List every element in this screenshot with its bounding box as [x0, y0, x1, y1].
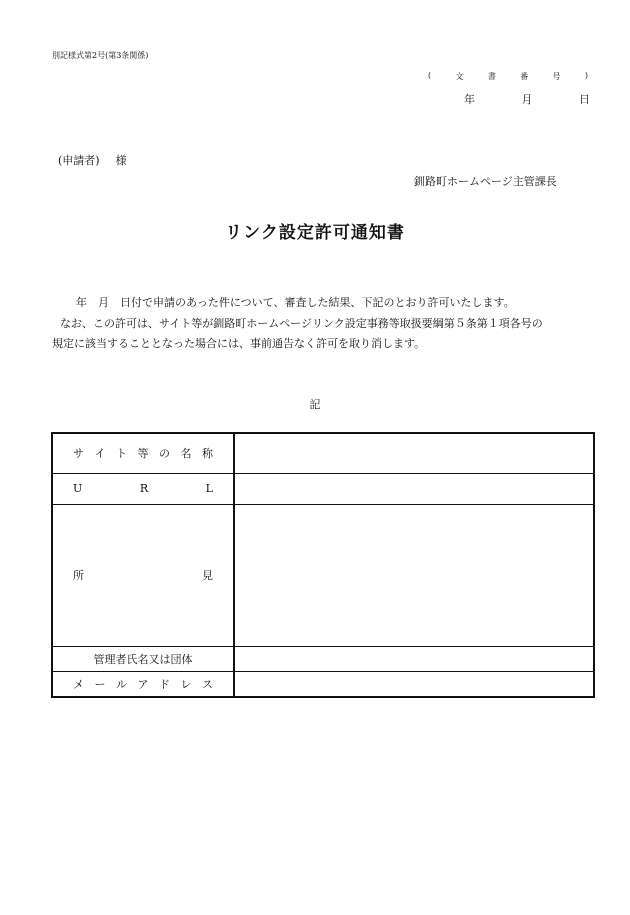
- applicant-honorific: 様: [115, 154, 127, 167]
- doc-number-char: 号: [552, 72, 561, 81]
- label-char: L: [205, 482, 213, 495]
- label-char: ト: [116, 447, 127, 461]
- doc-number-char: (: [428, 71, 432, 80]
- table-row-url: [52, 473, 594, 504]
- site-name-label: [52, 433, 234, 473]
- manager-label: [52, 646, 234, 671]
- label-char: ド: [159, 677, 170, 691]
- label-char: の: [159, 447, 170, 461]
- body-line-3: 規定に該当することとなった場合には、事前通告なく許可を取り消します。: [52, 337, 426, 350]
- document-title: リンク設定許可通知書: [225, 223, 405, 243]
- label-char: U: [73, 482, 83, 495]
- doc-number-char: 書: [487, 72, 496, 81]
- doc-number-char: ): [584, 71, 588, 80]
- label-char: ー: [94, 677, 106, 691]
- label-char: ア: [137, 677, 149, 691]
- opinion-label: [52, 504, 234, 646]
- manager-label-text: 管理者氏名又は団体: [93, 652, 193, 666]
- label-char: メ: [73, 677, 84, 691]
- label-char: 等: [137, 447, 149, 461]
- label-char: イ: [94, 447, 106, 461]
- table-row-manager: [52, 646, 594, 671]
- email-field[interactable]: [234, 671, 594, 697]
- applicant-line: [58, 152, 127, 168]
- info-table: [51, 432, 595, 698]
- label-char: 所: [73, 569, 84, 582]
- date-month: 月: [521, 93, 533, 106]
- ki-heading: 記: [309, 398, 321, 411]
- label-char: R: [139, 482, 149, 495]
- opinion-field[interactable]: [234, 504, 594, 646]
- form-number: 別記様式第2号(第3条関係): [52, 51, 149, 60]
- date-day: 日: [579, 93, 590, 106]
- label-char: 称: [202, 447, 213, 461]
- date-year: 年: [464, 93, 475, 106]
- label-char: ス: [202, 677, 213, 691]
- email-label: [52, 671, 234, 697]
- table-row-email: [52, 671, 594, 697]
- site-name-field[interactable]: [234, 433, 594, 473]
- url-field[interactable]: [234, 473, 594, 504]
- applicant-label: (申請者): [58, 154, 100, 167]
- doc-number-char: 番: [520, 72, 529, 81]
- label-char: 名: [180, 447, 192, 461]
- label-char: サ: [73, 447, 84, 461]
- table-row-site-name: [52, 433, 594, 473]
- table-row-opinion: [52, 504, 594, 646]
- body-line-2: なお、この許可は、サイト等が釧路町ホームページリンク設定事務等取扱要綱第５条第１項各号の: [60, 317, 543, 330]
- manager-field[interactable]: [234, 646, 594, 671]
- body-line-1: 年 月 日付で申請のあった件について、審査した結果、下記のとおり許可いたします。: [76, 296, 515, 309]
- label-char: レ: [180, 677, 192, 691]
- document-number-label: [428, 71, 588, 82]
- date-line: [464, 91, 590, 107]
- label-char: 見: [202, 569, 213, 582]
- label-char: ル: [116, 677, 127, 691]
- doc-number-char: 文: [455, 72, 464, 81]
- url-label: [52, 473, 234, 504]
- issuer: 釧路町ホームページ主管課長: [414, 175, 557, 188]
